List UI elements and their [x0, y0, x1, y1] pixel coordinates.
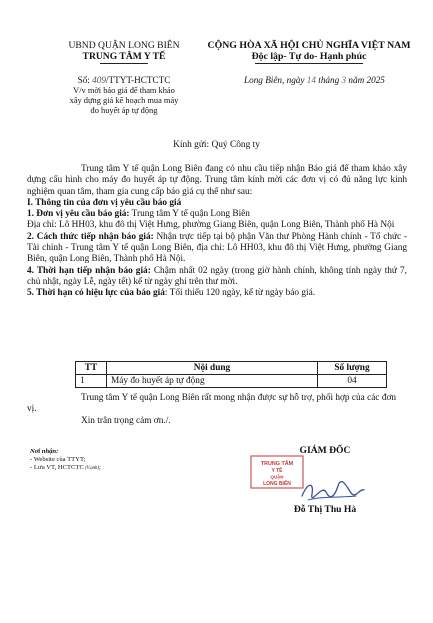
- document-date: [244, 75, 426, 86]
- stamp-line-2: Y TẾ: [271, 468, 283, 474]
- section-1-title: I. Thông tin của đơn vị yêu cầu báo giá: [27, 197, 182, 208]
- address: Địa chỉ: Lô HH03, khu đô thị Việt Hưng, phường Giang Biên, quận Long Biên, Thành phố Hà Nội: [27, 220, 395, 231]
- request-table: [75, 361, 387, 388]
- subject-line-3: đo huyết áp tự động: [90, 106, 158, 115]
- handwritten-signature: [298, 476, 368, 506]
- table-header-content: Nội dung: [107, 362, 318, 375]
- doc-number-suffix: /TTYT-HCTCTC: [105, 75, 171, 85]
- national-header: [200, 40, 418, 64]
- item-5-value: : Tối thiểu 120 ngày, kể từ ngày báo giá.: [164, 288, 316, 299]
- recipient-2: [30, 464, 210, 473]
- stamp-line-3: QUẬN: [270, 474, 284, 480]
- table-cell-tt: 1: [76, 375, 107, 388]
- table-row: [76, 375, 387, 388]
- issuer-underline: [100, 63, 148, 64]
- salutation: Kính gửi: Quý Công ty: [173, 140, 260, 150]
- motto-underline: [255, 63, 363, 64]
- document-number: [44, 75, 204, 86]
- item-5-label: 5. Thời hạn có hiệu lực của báo giá: [27, 288, 165, 299]
- stamp-line-4: LONG BIÊN: [263, 481, 291, 487]
- signer-title: GIÁM ĐỐC: [299, 445, 351, 456]
- date-suffix: năm 2025: [346, 75, 385, 85]
- signer-name: Đỗ Thị Thu Hà: [293, 504, 357, 515]
- item-4-label: 4. Thời hạn tiếp nhận báo giá:: [27, 265, 151, 276]
- item-1: [27, 209, 407, 220]
- recipient-2-end: ;: [99, 464, 101, 472]
- national-motto: Độc lập- Tự do- Hạnh phúc: [251, 51, 367, 62]
- doc-number-value: 409: [92, 75, 106, 85]
- closing-paragraph: Trung tâm Y tế quận Long Biên rất mong nhận được sự hỗ trợ, phối hợp của các đơn vị.: [27, 393, 397, 415]
- recipients: [30, 448, 210, 474]
- table-header-tt: TT: [76, 362, 107, 375]
- item-1-label: 1. Đơn vị yêu cầu báo giá:: [27, 209, 130, 220]
- table-cell-content: Máy đo huyết áp tự động: [107, 375, 318, 388]
- stamp-line-1: TRUNG TÂM: [260, 461, 294, 467]
- recipients-title: Nơi nhận:: [30, 448, 59, 455]
- table-header-qty: Số lượng: [318, 362, 387, 375]
- issuer-header: [44, 40, 204, 64]
- closing-thanks: Xin trân trọng cảm ơn./.: [81, 415, 171, 426]
- date-day: 14: [306, 75, 316, 85]
- date-mid: tháng: [315, 75, 342, 85]
- issuer-name: TRUNG TÂM Y TẾ: [82, 51, 166, 62]
- item-2-value: Nhận trực tiếp tại bộ phận Văn thư Phòng Hành chính - Tổ chức - Tài chính - Trung tâm Y tế quận Long Biên, địa chỉ: Lô HH03, khu đô thị Việt Hưng, phường Giang Biên, quận Long Biên, Thành phố Hà Nội.: [27, 231, 407, 265]
- subject-line-2: xây dựng giá kế hoạch mua máy: [69, 96, 179, 105]
- item-2: [27, 232, 407, 266]
- closing: [27, 393, 407, 427]
- issuer-parent: UBND QUẬN LONG BIÊN: [68, 40, 180, 51]
- item-4-value: Chậm nhất 02 ngày (trong giờ hành chính, không tính ngày thứ 7, chủ nhật, ngày Lễ, ngày tết) kể từ ngày ghi trên thư mời.: [27, 265, 407, 287]
- date-prefix: Long Biên, ngày: [244, 75, 307, 85]
- item-1-value: Trung tâm Y tế quận Long Biên: [129, 209, 250, 220]
- national-title: CỘNG HÒA XÃ HỘI CHỦ NGHĨA VIỆT NAM: [207, 40, 411, 51]
- recipient-2-initials: (V.anh): [83, 466, 99, 472]
- item-4: [27, 266, 407, 289]
- table-header-row: [76, 362, 387, 375]
- item-5: [27, 288, 407, 299]
- document-subject: [44, 86, 204, 116]
- letter-body: [27, 164, 407, 300]
- date-month: 3: [341, 75, 347, 85]
- table-cell-qty: 04: [318, 375, 387, 388]
- recipient-2-text: - Lưu VT, HCTCTC: [30, 464, 84, 472]
- intro-paragraph: Trung tâm Y tế quận Long Biên đang có nhu cầu tiếp nhận Báo giá để tham khảo xây dựng cấu hình cho máy đo huyết áp tự động. Trung tâm kính mời các đơn vị có đủ năng lực kinh nghiệm quan tâm, tham gia cung cấp báo giá cụ thể như sau:: [27, 164, 407, 197]
- item-2-label: 2. Cách thức tiếp nhận báo giá:: [27, 231, 154, 242]
- recipient-1: - Website của TTYT;: [30, 456, 86, 464]
- subject-line-1: V/v mời báo giá để tham khảo: [73, 86, 175, 95]
- doc-number-prefix: Số:: [77, 75, 93, 85]
